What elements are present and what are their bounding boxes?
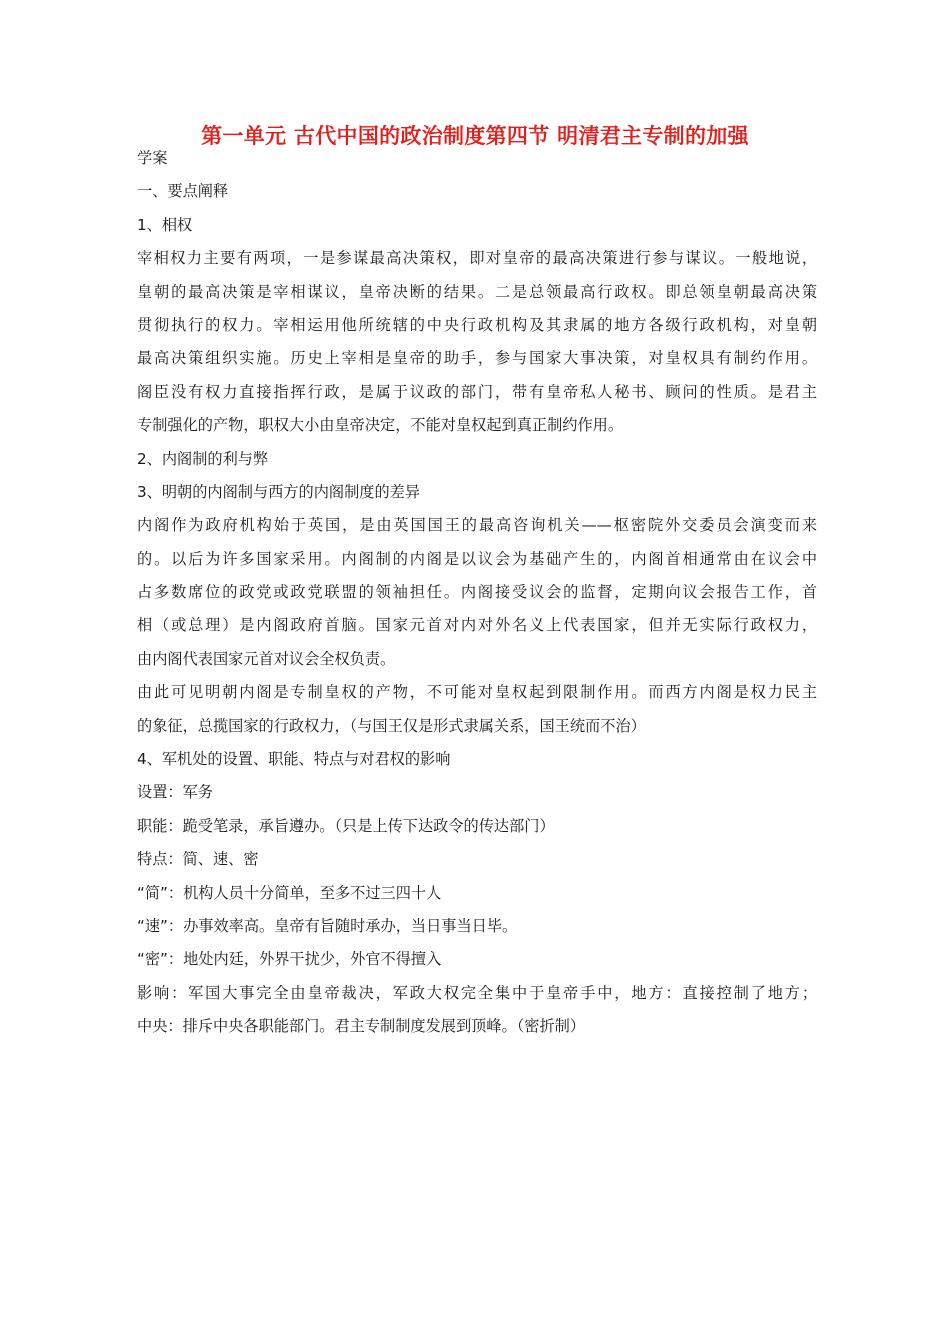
text-line: 占多数席位的政党或政党联盟的领袖担任。内阁接受议会的监督，定期向议会报告工作，首 — [137, 584, 817, 602]
text-line: 的象征，总揽国家的行政权力，（与国王仅是形式隶属关系，国王统而不治） — [137, 717, 646, 735]
text-line: 4、军机处的设置、职能、特点与对君权的影响 — [137, 751, 451, 769]
text-line: 一、要点阐释 — [137, 183, 229, 201]
text-line: 阁臣没有权力直接指挥行政，是属于议政的部门，带有皇帝私人秘书、顾问的性质。是君主 — [137, 383, 817, 401]
text-line: 特点：简、速、密 — [137, 851, 259, 869]
text-line: “速”：办事效率高。皇帝有旨随时承办，当日事当日毕。 — [137, 917, 518, 935]
text-line: 3、明朝的内阁制与西方的内阁制度的差异 — [137, 483, 421, 501]
text-line: 由此可见明朝内阁是专制皇权的产物，不可能对皇权起到限制作用。而西方内阁是权力民主 — [137, 684, 817, 702]
text-line: 专制强化的产物，职权大小由皇帝决定，不能对皇权起到真正制约作用。 — [137, 417, 623, 435]
document-body — [137, 150, 817, 1052]
text-line: 宰相权力主要有两项，一是参谋最高决策权，即对皇帝的最高决策进行参与谋议。一般地说， — [137, 250, 817, 268]
text-line: 2、内阁制的利与弊 — [137, 450, 269, 468]
text-line: 相（或总理）是内阁政府首脑。国家元首对内对外名义上代表国家，但并无实际行政权力， — [137, 617, 817, 635]
text-line: 设置：军务 — [137, 784, 213, 802]
text-line: 职能：跪受笔录，承旨遵办。（只是上传下达政令的传达部门） — [137, 817, 555, 835]
document-title: 第一单元 古代中国的政治制度第四节 明清君主专制的加强 — [201, 124, 749, 148]
text-line: 由内阁代表国家元首对议会全权负责。 — [137, 650, 396, 668]
text-line: “简”：机构人员十分简单，至多不过三四十人 — [137, 884, 442, 902]
text-line: 学案 — [137, 150, 168, 167]
text-line: 的。以后为许多国家采用。内阁制的内阁是以议会为基础产生的，内阁首相通常由在议会中 — [137, 550, 817, 568]
text-line: 内阁作为政府机构始于英国，是由英国国王的最高咨询机关——枢密院外交委员会演变而来 — [137, 517, 817, 535]
text-line: 最高决策组织实施。历史上宰相是皇帝的助手，参与国家大事决策，对皇权具有制约作用。 — [137, 350, 817, 368]
text-line: 皇朝的最高决策是宰相谋议，皇帝决断的结果。二是总领最高行政权。即总领皇朝最高决策 — [137, 283, 817, 301]
text-line: 影响：军国大事完全由皇帝裁决，军政大权完全集中于皇帝手中，地方：直接控制了地方； — [137, 984, 817, 1002]
text-line: 中央：排斥中央各职能部门。君主专制制度发展到顶峰。（密折制） — [137, 1018, 586, 1036]
text-line: 贯彻执行的权力。宰相运用他所统辖的中央行政机构及其隶属的地方各级行政机构，对皇朝 — [137, 316, 817, 334]
text-line: “密”：地处内廷，外界干扰少，外官不得擅入 — [137, 951, 442, 969]
text-line: 1、相权 — [137, 216, 193, 234]
